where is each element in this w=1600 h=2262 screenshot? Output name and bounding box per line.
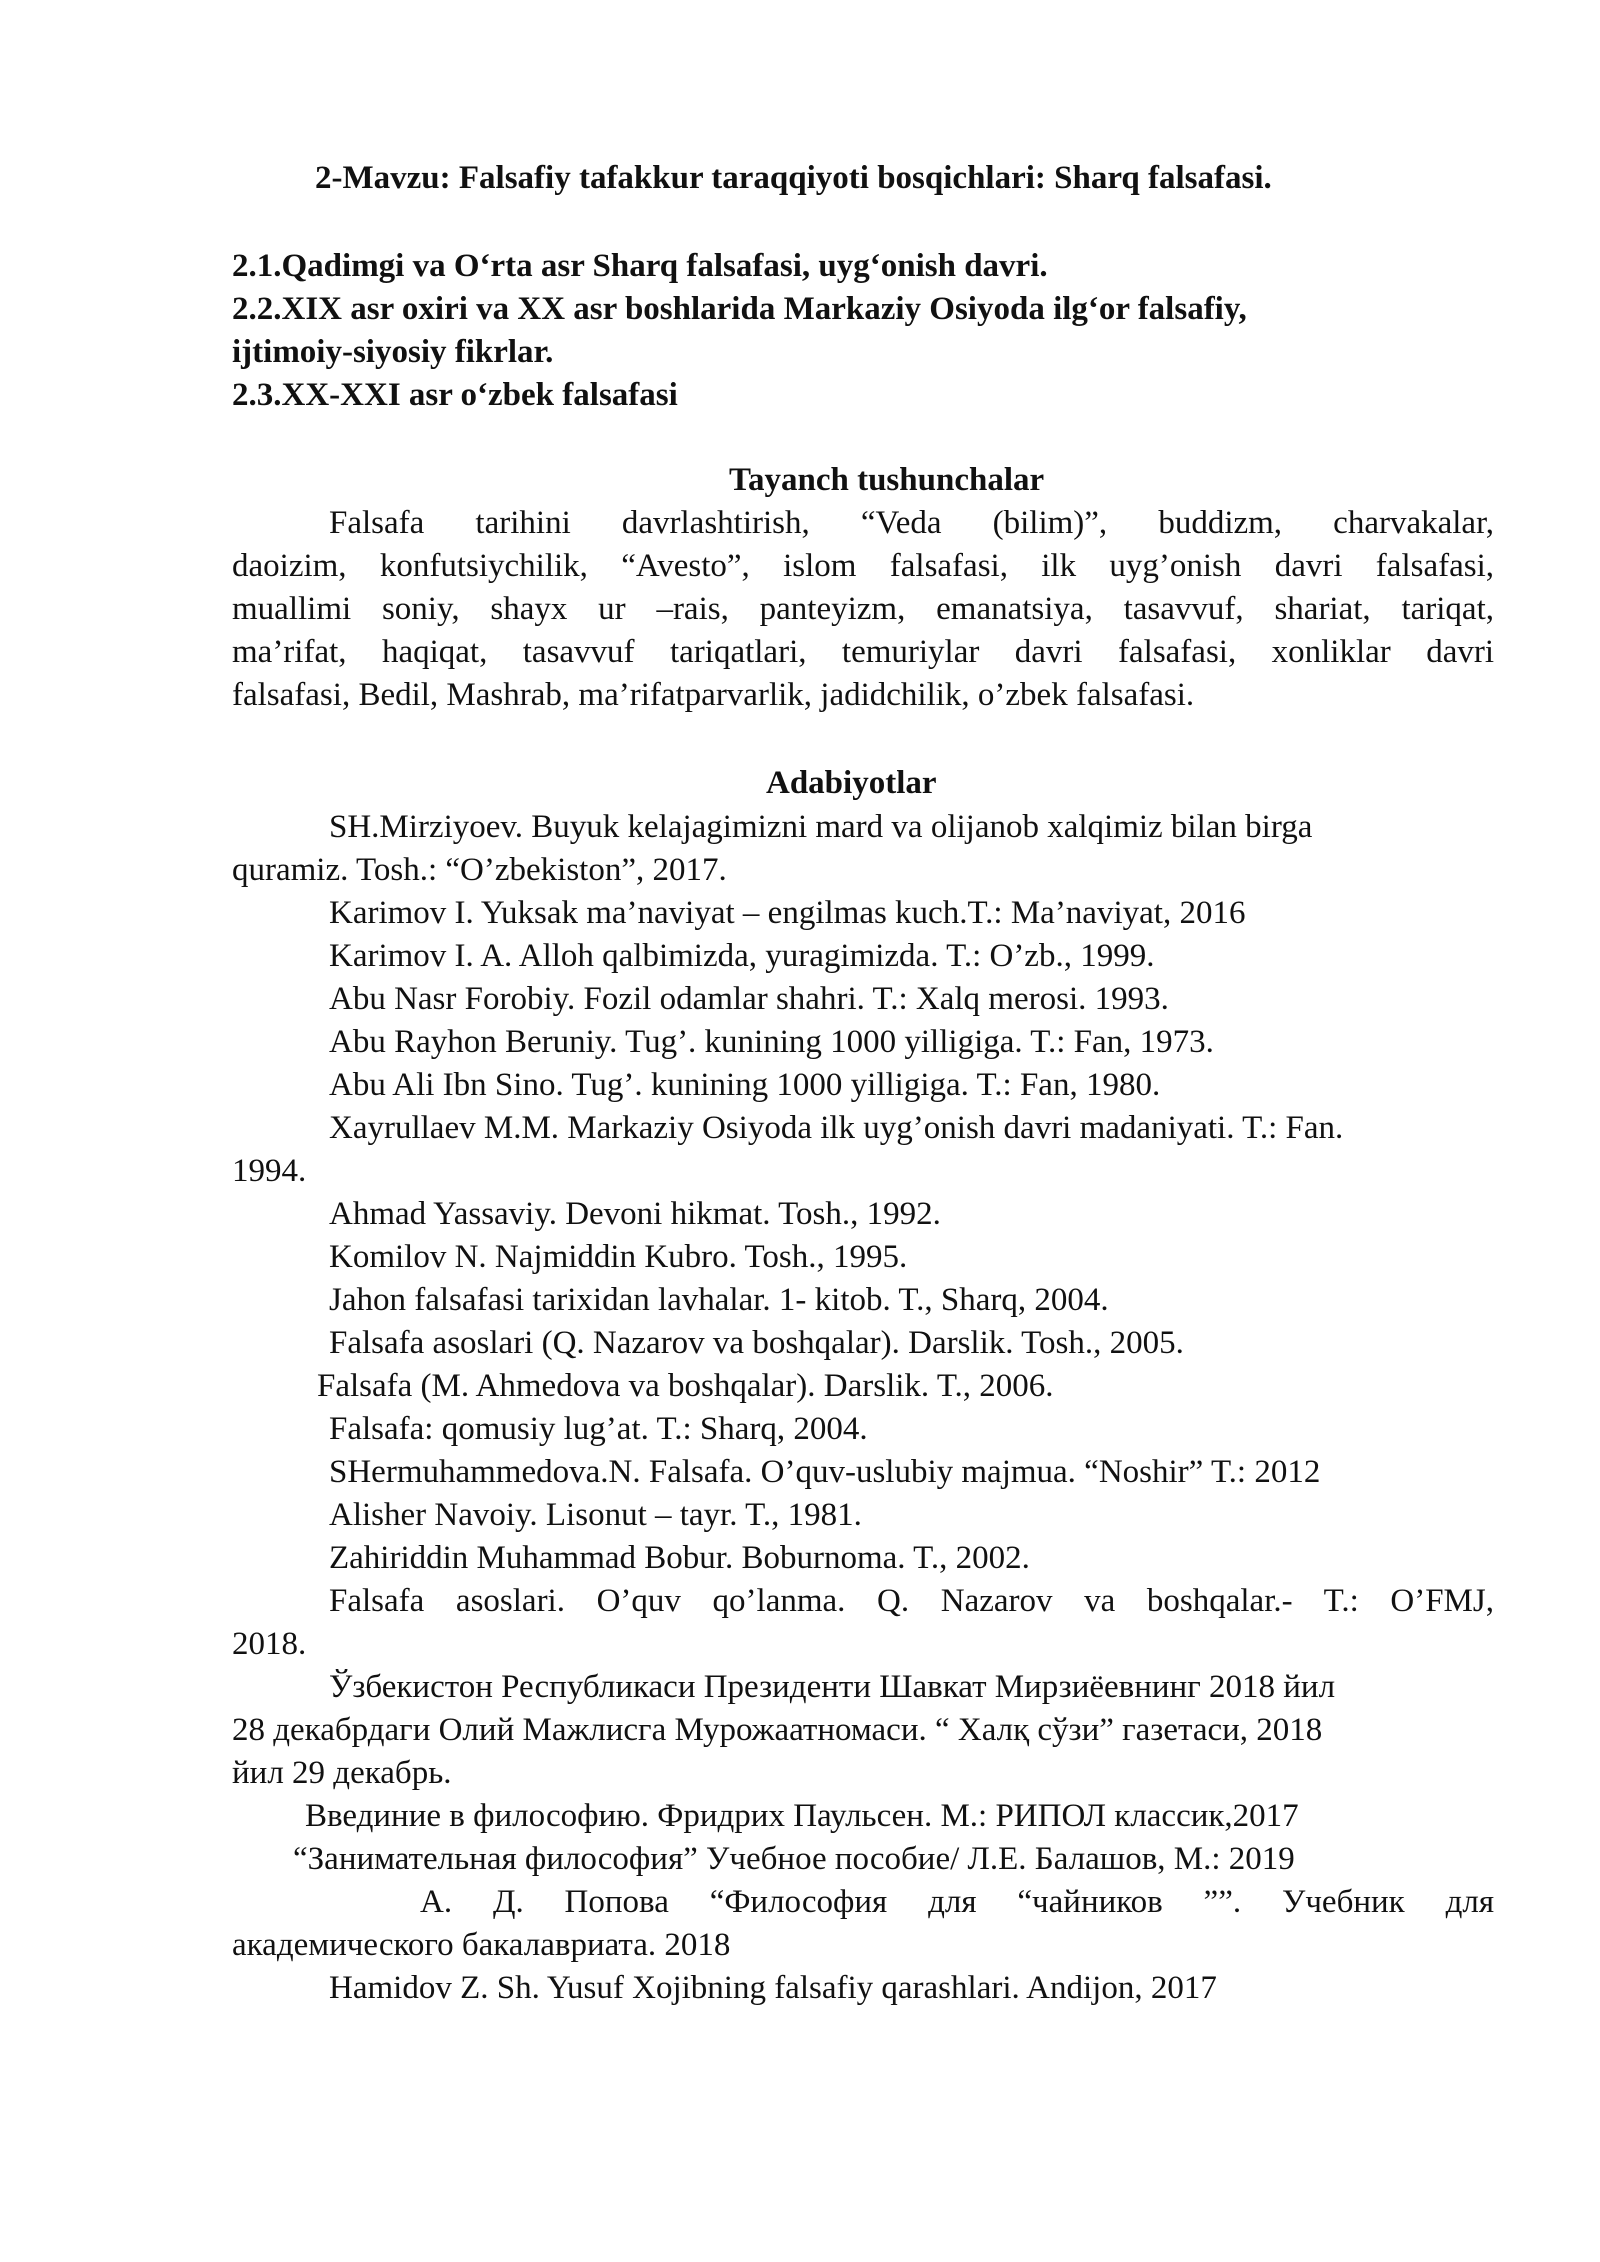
literature-entry: “Занимательная философия” Учебное пособие/ Л.Е. Балашов, М.: 2019 bbox=[293, 1841, 1295, 1877]
concepts-line: muallimi soniy, shayx ur –rais, panteyizm, emanatsiya, tasavvuf, shariat, tariqat, bbox=[232, 591, 1494, 627]
concepts-line: daoizim, konfutsiychilik, “Avesto”, islom falsafasi, ilk uyg’onish davri falsafasi, bbox=[232, 548, 1494, 584]
literature-entry: Abu Ali Ibn Sino. Tug’. kunining 1000 yilligiga. T.: Fan, 1980. bbox=[329, 1067, 1161, 1103]
literature-entry: Xayrullaev M.M. Markaziy Osiyoda ilk uyg’onish davri madaniyati. T.: Fan. bbox=[329, 1110, 1344, 1146]
literature-entry: Karimov I. Yuksak ma’naviyat – engilmas kuch.T.: Ma’naviyat, 2016 bbox=[329, 895, 1246, 931]
literature-entry: 2018. bbox=[232, 1626, 307, 1662]
concepts-heading: Tayanch tushunchalar bbox=[729, 462, 1045, 498]
literature-entry: Введиние в философию. Фридрих Паульсен. М.: РИПОЛ классик,2017 bbox=[305, 1798, 1299, 1834]
plan-item-2-continued: ijtimoiy-siyosiy fikrlar. bbox=[232, 334, 554, 370]
literature-entry: quramiz. Tosh.: “O’zbekiston”, 2017. bbox=[232, 852, 727, 888]
literature-entry: SH.Mirziyoev. Buyuk kelajagimizni mard va olijanob xalqimiz bilan birga bbox=[329, 809, 1313, 845]
plan-item-2: 2.2.XIX asr oxiri va XX asr boshlarida Markaziy Osiyoda ilg‘or falsafiy, bbox=[232, 291, 1247, 327]
concepts-line: Falsafa tarihini davrlashtirish, “Veda (bilim)”, buddizm, charvakalar, bbox=[329, 505, 1494, 541]
literature-entry: А. Д. Попова “Философия для “чайников ””. Учебник для bbox=[420, 1884, 1494, 1920]
literature-entry: Komilov N. Najmiddin Kubro. Tosh., 1995. bbox=[329, 1239, 908, 1275]
literature-entry: йил 29 декабрь. bbox=[232, 1755, 452, 1791]
literature-entry: SHermuhammedova.N. Falsafa. O’quv-uslubiy majmua. “Noshir” T.: 2012 bbox=[329, 1454, 1321, 1490]
literature-entry: Ahmad Yassaviy. Devoni hikmat. Tosh., 1992. bbox=[329, 1196, 941, 1232]
literature-entry: академического бакалавриата. 2018 bbox=[232, 1927, 731, 1963]
topic-title: 2-Mavzu: Falsafiy tafakkur taraqqiyoti bosqichlari: Sharq falsafasi. bbox=[315, 160, 1272, 196]
literature-entry: Abu Rayhon Beruniy. Tug’. kunining 1000 yilligiga. T.: Fan, 1973. bbox=[329, 1024, 1214, 1060]
literature-entry: Falsafa asoslari. O’quv qo’lanma. Q. Nazarov va boshqalar.- T.: O’FMJ, bbox=[329, 1583, 1494, 1619]
plan-item-3: 2.3.XX-XXI asr o‘zbek falsafasi bbox=[232, 377, 678, 413]
literature-entry: Alisher Navoiy. Lisonut – tayr. T., 1981. bbox=[329, 1497, 862, 1533]
literature-entry: Zahiriddin Muhammad Bobur. Boburnoma. T., 2002. bbox=[329, 1540, 1030, 1576]
literature-entry: Abu Nasr Forobiy. Fozil odamlar shahri. T.: Xalq merosi. 1993. bbox=[329, 981, 1169, 1017]
literature-entry: Falsafa: qomusiy lug’at. T.: Sharq, 2004. bbox=[329, 1411, 868, 1447]
literature-entry: Falsafa (M. Ahmedova va boshqalar). Darslik. T., 2006. bbox=[317, 1368, 1054, 1404]
literature-heading: Adabiyotlar bbox=[766, 765, 937, 801]
literature-entry: Ўзбекистон Республикаси Президенти Шавкат Мирзиёевнинг 2018 йил bbox=[329, 1669, 1336, 1705]
concepts-line: falsafasi, Bedil, Mashrab, ma’rifatparvarlik, jadidchilik, o’zbek falsafasi. bbox=[232, 677, 1195, 713]
literature-entry: 28 декабрдаги Олий Мажлисга Мурожаатномаси. “ Халқ сўзи” газетаси, 2018 bbox=[232, 1712, 1323, 1748]
literature-entry: Hamidov Z. Sh. Yusuf Xojibning falsafiy qarashlari. Andijon, 2017 bbox=[329, 1970, 1217, 2006]
literature-entry: Jahon falsafasi tarixidan lavhalar. 1- kitob. T., Sharq, 2004. bbox=[329, 1282, 1109, 1318]
literature-entry: 1994. bbox=[232, 1153, 307, 1189]
literature-entry: Falsafa asoslari (Q. Nazarov va boshqalar). Darslik. Tosh., 2005. bbox=[329, 1325, 1184, 1361]
plan-item-1: 2.1.Qadimgi va O‘rta asr Sharq falsafasi, uyg‘onish davri. bbox=[232, 248, 1048, 284]
literature-entry: Karimov I. A. Alloh qalbimizda, yuragimizda. T.: O’zb., 1999. bbox=[329, 938, 1155, 974]
concepts-line: ma’rifat, haqiqat, tasavvuf tariqatlari, temuriylar davri falsafasi, xonliklar davri bbox=[232, 634, 1494, 670]
